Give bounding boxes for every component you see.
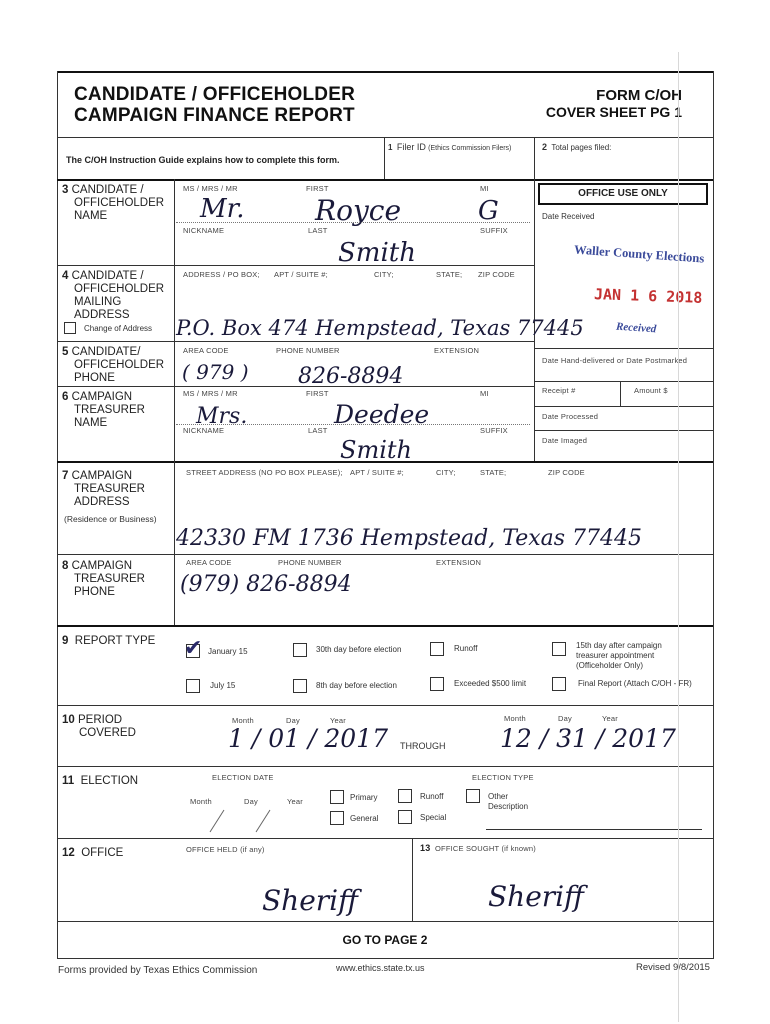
outer-top-border [57, 71, 713, 73]
stamp-county: Waller County Elections [573, 242, 705, 266]
election-general-label: General [350, 814, 379, 823]
s6-suffix-label: SUFFIX [480, 426, 508, 435]
section-4-label [62, 270, 164, 322]
period-to-value[interactable]: 12 / 31 / 2017 [500, 724, 676, 753]
footer-url[interactable]: www.ethics.state.tx.us [336, 963, 425, 973]
form-subtitle: COVER SHEET PG 1 [545, 104, 682, 120]
section-6-label [62, 391, 145, 430]
candidate-mi-value[interactable]: G [478, 196, 499, 226]
section-4-line-4: ADDRESS [74, 309, 130, 321]
instruction-text: The C/OH Instruction Guide explains how to complete this form. [66, 155, 340, 165]
election-general-checkbox[interactable] [330, 811, 344, 825]
section-3-num: 3 [62, 184, 69, 196]
s8-bottom [57, 625, 713, 627]
section-3-line-2: OFFICEHOLDER [74, 197, 165, 209]
s4-state-label: STATE; [436, 270, 463, 279]
title-divider [57, 137, 713, 138]
office-held-label [186, 845, 265, 854]
office-held-value[interactable]: Sheriff [262, 884, 358, 917]
section-10-label [62, 714, 136, 740]
section-12-label [62, 847, 123, 860]
treasurer-phone-value[interactable]: (979) 826-8894 [180, 572, 352, 597]
report-final-label: Final Report (Attach C/OH - FR) [578, 679, 692, 688]
report-jan15-label: January 15 [208, 647, 248, 656]
section-12-num: 12 [62, 847, 75, 859]
office-use-header [538, 183, 708, 205]
s7-apt-label: APT / SUITE #; [350, 468, 404, 477]
report-exceeded-checkbox[interactable] [430, 677, 444, 691]
report-exceeded-label: Exceeded $500 limit [454, 679, 527, 688]
pages-divider [534, 137, 535, 180]
pages-label [542, 142, 611, 152]
s7-state-label: STATE; [480, 468, 507, 477]
s11-day: Day [244, 797, 258, 806]
amount-label: Amount $ [634, 386, 668, 395]
section-12-text: OFFICE [81, 847, 124, 859]
scan-edge-line [678, 52, 679, 1022]
election-other-checkbox[interactable] [466, 789, 480, 803]
section-8-line-1: CAMPAIGN [71, 560, 133, 572]
candidate-phone-value[interactable]: 826-8894 [298, 364, 404, 389]
office-sought-value[interactable]: Sheriff [488, 880, 584, 913]
date-imaged-label: Date Imaged [542, 436, 588, 445]
treasurer-last-value[interactable]: Smith [340, 436, 412, 464]
report-runoff-label: Runoff [454, 644, 478, 653]
pages-text: Total pages filed: [551, 143, 612, 152]
s3-ms-label: MS / MRS / MR [183, 184, 238, 193]
treasurer-title-value[interactable]: Mrs. [196, 404, 248, 429]
report-jul15-label: July 15 [210, 681, 236, 690]
s8-phone-label: PHONE NUMBER [278, 558, 342, 567]
s10-to-year: Year [602, 714, 618, 723]
report-runoff-checkbox[interactable] [430, 642, 444, 656]
report-15th-checkbox[interactable] [552, 642, 566, 656]
s3-dotted-line [176, 222, 530, 223]
section-4-num: 4 [62, 270, 69, 282]
section-7-num: 7 [62, 470, 69, 482]
s11-bottom [57, 838, 713, 839]
election-runoff-label: Runoff [420, 792, 444, 801]
filer-id-text: Filer ID [396, 142, 426, 152]
section-5-line-2: OFFICEHOLDER [74, 359, 165, 371]
s10-to-day: Day [558, 714, 572, 723]
form-id: FORM C/OH [596, 87, 682, 104]
s7-bottom [57, 554, 713, 555]
section-6-line-3: NAME [74, 417, 108, 429]
s10-to-month: Month [504, 714, 526, 723]
s6-first-label: FIRST [306, 389, 329, 398]
election-primary-label: Primary [350, 793, 378, 802]
s7-note: (Residence or Business) [64, 514, 157, 524]
s10-from-day: Day [286, 716, 300, 725]
s3-last-label: LAST [308, 226, 328, 235]
outer-left-border [57, 71, 58, 959]
s7-zip-label: ZIP CODE [548, 468, 585, 477]
section-4-line-3: MAILING [74, 296, 122, 308]
section-8-line-2: TREASURER [74, 573, 145, 585]
section-7-line-2: TREASURER [74, 483, 145, 495]
candidate-first-value[interactable]: Royce [315, 194, 402, 227]
s3-first-label: FIRST [306, 184, 329, 193]
s6-nickname-label: NICKNAME [183, 426, 225, 435]
section-8-label [62, 560, 145, 599]
s4-zip-label: ZIP CODE [478, 270, 515, 279]
change-of-address-label: Change of Address [84, 324, 153, 333]
office-sought-text: OFFICE SOUGHT [435, 844, 500, 853]
s10-bottom [57, 766, 713, 767]
form-title [74, 84, 355, 126]
section-5-label [62, 346, 164, 385]
section-10-num: 10 [62, 714, 75, 726]
section-6-num: 6 [62, 391, 69, 403]
election-date-slashes [204, 806, 274, 836]
s10-from-month: Month [232, 716, 254, 725]
s3-bottom [57, 265, 534, 266]
section-11-label [62, 775, 138, 788]
section-4-line-1: CANDIDATE / [71, 270, 144, 282]
section-5-num: 5 [62, 346, 69, 358]
s4-address-label: ADDRESS / PO BOX; [183, 270, 260, 279]
s3-mi-label: MI [480, 184, 489, 193]
election-special-label: Special [420, 813, 447, 822]
s4-city-label: CITY; [374, 270, 394, 279]
s7-city-label: CITY; [436, 468, 456, 477]
title-line-2: CAMPAIGN FINANCE REPORT [74, 105, 355, 126]
filer-id-divider [384, 137, 385, 180]
office-line-4 [534, 430, 713, 431]
s6-last-label: LAST [308, 426, 328, 435]
section-9-num: 9 [62, 635, 69, 647]
period-through-label: THROUGH [400, 741, 446, 751]
filer-id-label [388, 142, 511, 152]
candidate-area-value[interactable]: ( 979 ) [182, 360, 249, 384]
s11-type-label: ELECTION TYPE [472, 773, 534, 782]
change-of-address-checkbox[interactable] [64, 322, 76, 334]
section-8-num: 8 [62, 560, 69, 572]
section-3-label [62, 184, 164, 223]
s9-bottom [57, 705, 713, 706]
candidate-address-value[interactable]: P.O. Box 474 Hempstead, Texas 77445 [176, 316, 584, 340]
section-4-line-2: OFFICEHOLDER [74, 283, 165, 295]
s6-dotted-line [176, 424, 530, 425]
pages-field[interactable] [630, 140, 706, 154]
election-other-label: Other Description [488, 792, 529, 811]
section-6-line-1: CAMPAIGN [71, 391, 133, 403]
section-10-line-1: PERIOD [78, 714, 123, 726]
candidate-title-value[interactable]: Mr. [200, 194, 245, 224]
report-jan15-check: ✔ [184, 635, 203, 660]
office-divider [412, 838, 413, 922]
report-jul15-checkbox[interactable] [186, 679, 200, 693]
office-sought-label [420, 843, 536, 853]
filer-id-note: (Ethics Commission Filers) [428, 145, 512, 152]
office-line-2 [534, 381, 713, 382]
pages-num: 2 [542, 142, 548, 152]
period-from-value[interactable]: 1 / 01 / 2017 [228, 724, 388, 753]
outer-right-border [713, 71, 714, 959]
office-sought-note: (if known) [501, 844, 536, 853]
s6-bottom [57, 461, 713, 463]
s8-ext-label: EXTENSION [436, 558, 482, 567]
s4-bottom [57, 341, 534, 342]
section-13-num: 13 [420, 843, 431, 853]
treasurer-first-value[interactable]: Deedee [334, 400, 430, 429]
footer-revised: Revised 9/8/2015 [636, 962, 710, 973]
office-line-1 [534, 348, 713, 349]
receipt-label: Receipt # [542, 386, 576, 395]
section-5-line-1: CANDIDATE/ [71, 346, 141, 358]
s4-apt-label: APT / SUITE #; [274, 270, 328, 279]
report-30th-label: 30th day before election [316, 645, 402, 654]
section-3-line-1: CANDIDATE / [71, 184, 144, 196]
report-8th-label: 8th day before election [316, 681, 397, 690]
s7-left-divider [174, 461, 175, 555]
election-runoff-checkbox[interactable] [398, 789, 412, 803]
s5-ext-label: EXTENSION [434, 346, 480, 355]
report-final-checkbox[interactable] [552, 677, 566, 691]
footer-provided: Forms provided by Texas Ethics Commission [58, 965, 258, 976]
stamp-date: JAN 1 6 2018 [593, 285, 703, 307]
section-5-line-3: PHONE [74, 372, 115, 384]
treasurer-address-value[interactable]: 42330 FM 1736 Hempstead, Texas 77445 [176, 526, 643, 551]
office-held-note: (if any) [240, 845, 265, 854]
office-use-title: OFFICE USE ONLY [578, 188, 668, 199]
report-30th-checkbox[interactable] [293, 643, 307, 657]
stamp-received: Received [615, 320, 657, 336]
section-7-line-3: ADDRESS [74, 496, 130, 508]
s11-date-label: ELECTION DATE [212, 773, 274, 782]
other-description-line [486, 829, 702, 830]
s11-month: Month [190, 797, 212, 806]
section-11-num: 11 [62, 775, 75, 787]
s5-phone-label: PHONE NUMBER [276, 346, 340, 355]
date-processed-label: Date Processed [542, 412, 599, 421]
s7-street-label: STREET ADDRESS (NO PO BOX PLEASE); [186, 468, 343, 477]
candidate-last-value[interactable]: Smith [338, 238, 416, 268]
date-hand-label: Date Hand-delivered or Date Postmarked [542, 356, 688, 365]
report-15th-label: 15th day after campaign treasurer appointment (Officeholder Only) [576, 641, 662, 670]
s3-suffix-label: SUFFIX [480, 226, 508, 235]
s12-bottom [57, 921, 713, 922]
section-8-line-3: PHONE [74, 586, 115, 598]
report-8th-checkbox[interactable] [293, 679, 307, 693]
office-line-3 [534, 406, 713, 407]
section-9-text: REPORT TYPE [74, 635, 156, 647]
title-line-1: CANDIDATE / OFFICEHOLDER [74, 84, 355, 105]
section-11-text: ELECTION [80, 775, 139, 787]
label-column-divider [174, 179, 175, 461]
section-7-line-1: CAMPAIGN [71, 470, 133, 482]
form-id-block [546, 88, 682, 120]
filer-id-num: 1 [388, 143, 393, 152]
s6-mi-label: MI [480, 389, 489, 398]
date-received-label: Date Received [542, 212, 595, 221]
s6-ms-label: MS / MRS / MR [183, 389, 238, 398]
office-held-text: OFFICE HELD [186, 845, 238, 854]
section-9-label [62, 635, 155, 648]
receipt-divider [620, 381, 621, 407]
s8-left-divider [174, 554, 175, 626]
s3-nickname-label: NICKNAME [183, 226, 225, 235]
outer-bottom-border [57, 958, 713, 959]
s8-area-label: AREA CODE [186, 558, 232, 567]
s5-area-label: AREA CODE [183, 346, 229, 355]
filer-id-field[interactable] [388, 156, 528, 176]
section-7-label [62, 470, 145, 509]
election-primary-checkbox[interactable] [330, 790, 344, 804]
section-10-line-2: COVERED [79, 727, 136, 739]
go-to-page-2: GO TO PAGE 2 [342, 933, 428, 947]
election-special-checkbox[interactable] [398, 810, 412, 824]
s10-from-year: Year [330, 716, 346, 725]
s5-bottom [57, 386, 534, 387]
section-6-line-2: TREASURER [74, 404, 145, 416]
section-3-line-3: NAME [74, 210, 108, 222]
s11-year: Year [287, 797, 303, 806]
